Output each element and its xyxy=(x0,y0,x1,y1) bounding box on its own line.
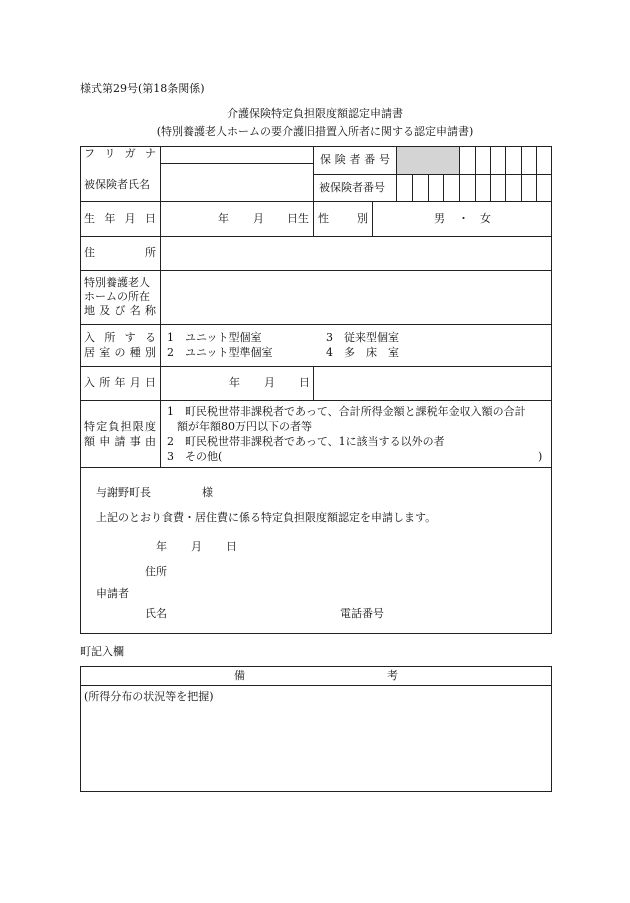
address-input[interactable] xyxy=(161,237,551,269)
reason-other-input[interactable] xyxy=(232,450,532,464)
admission-year-unit: 年 xyxy=(229,376,240,389)
admission-date-input[interactable] xyxy=(161,367,312,399)
facility-label-line-1: 特別養護老人 xyxy=(84,276,150,289)
form-number: 様式第29号(第18条関係) xyxy=(80,82,205,95)
room-type-option-2[interactable]: 2 ユニット型準個室 xyxy=(167,346,273,359)
declaration-statement: 上記のとおり食費・居住費に係る特定負担限度額認定を申請します。 xyxy=(96,511,437,524)
furigana-label: フ リ ガ ナ xyxy=(84,147,156,160)
declaration-month-unit: 月 xyxy=(191,540,202,553)
gender-male-option[interactable]: 男 xyxy=(434,212,445,225)
reason-option-3[interactable]: 3 その他( xyxy=(167,450,223,463)
reason-label-line-1: 特 定 負 担 限 度 xyxy=(84,420,156,433)
insured-name-input[interactable] xyxy=(161,164,312,200)
admission-day-unit: 日 xyxy=(299,376,310,389)
admission-date-extra-cell[interactable] xyxy=(314,367,551,399)
declaration-year-unit: 年 xyxy=(156,540,167,553)
room-type-option-4[interactable]: 4 多 床 室 xyxy=(326,346,399,359)
room-type-option-1[interactable]: 1 ユニット型個室 xyxy=(167,331,262,344)
phone-input[interactable] xyxy=(395,604,545,622)
addressee-honorific: 様 xyxy=(202,486,213,499)
reason-option-1[interactable]: 1 町民税世帯非課税者であって、合計所得金額と課税年金収入額の合計 xyxy=(167,405,526,418)
insured-number-input[interactable] xyxy=(397,175,551,201)
room-type-label-line-2: 居 室 の 種 別 xyxy=(84,346,156,359)
office-use-heading: 町記入欄 xyxy=(80,645,124,658)
insured-number-label: 被保険者番号 xyxy=(319,181,385,194)
insured-name-label: 被保険者氏名 xyxy=(84,178,150,191)
gender-female-option[interactable]: 女 xyxy=(480,212,491,225)
facility-label-line-3: 地 及 び 名 称 xyxy=(84,304,156,317)
remarks-header-left: 備 xyxy=(234,669,245,682)
remarks-input[interactable] xyxy=(81,705,551,791)
birthdate-label: 生 年 月 日 xyxy=(84,212,156,225)
phone-label: 電話番号 xyxy=(340,607,384,620)
applicant-name-input[interactable] xyxy=(175,604,335,622)
form-title: 介護保険特定負担限度額認定申請書 xyxy=(227,107,403,120)
birth-year-unit: 年 xyxy=(218,212,229,225)
applicant-address-input[interactable] xyxy=(175,562,545,580)
form-subtitle: (特別養護老人ホームの要介護旧措置入所者に関する認定申請書) xyxy=(156,125,474,138)
declaration-day-unit: 日 xyxy=(226,540,237,553)
admission-date-label: 入 所 年 月 日 xyxy=(84,376,156,389)
reason-option-1-continued: 額が年額80万円以下の者等 xyxy=(177,420,312,433)
insurer-number-label: 保 険 者 番 号 xyxy=(320,153,390,166)
insurer-number-shaded-cells xyxy=(396,147,459,174)
reason-option-2[interactable]: 2 町民税世帯非課税者であって、1に該当する以外の者 xyxy=(167,435,445,448)
gender-label: 性 別 xyxy=(318,212,368,225)
insurer-number-input[interactable] xyxy=(459,147,551,174)
gender-separator: ・ xyxy=(458,212,469,225)
applicant-address-label: 住所 xyxy=(145,565,167,578)
room-type-label-line-1: 入 所 す る xyxy=(84,331,156,344)
remarks-header-right: 考 xyxy=(387,669,398,682)
birthdate-input[interactable] xyxy=(161,202,312,235)
applicant-label: 申請者 xyxy=(96,587,129,600)
address-label: 住 所 xyxy=(84,246,156,259)
facility-input[interactable] xyxy=(161,271,551,323)
reason-option-3-close: ) xyxy=(538,450,543,463)
facility-label-line-2: ホームの所在 xyxy=(84,290,150,303)
room-type-option-3[interactable]: 3 従来型個室 xyxy=(326,331,399,344)
birth-day-unit: 日生 xyxy=(287,212,309,225)
admission-month-unit: 月 xyxy=(264,376,275,389)
furigana-input[interactable] xyxy=(161,147,312,162)
addressee: 与謝野町長 xyxy=(96,486,151,499)
birth-month-unit: 月 xyxy=(253,212,264,225)
remarks-note: (所得分布の状況等を把握) xyxy=(84,690,214,703)
reason-label-line-2: 額 申 請 事 由 xyxy=(84,435,156,448)
applicant-name-label: 氏名 xyxy=(145,607,167,620)
